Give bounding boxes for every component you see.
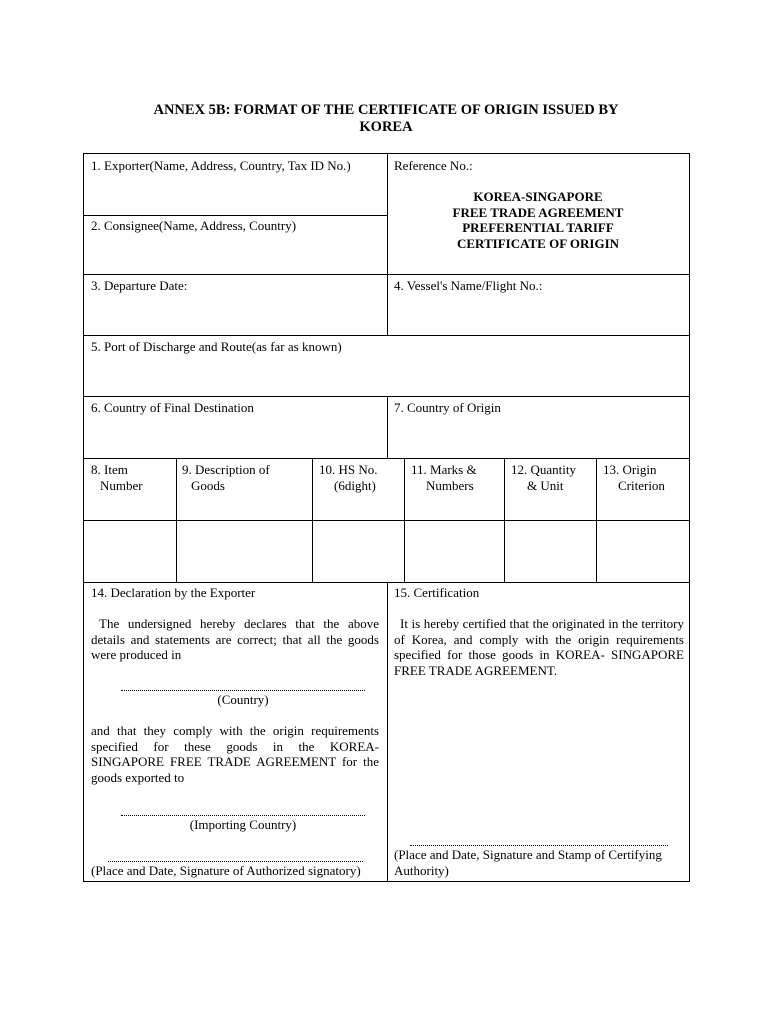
- col-marks-l2: Numbers: [426, 477, 474, 493]
- divider-col-qty: [596, 458, 597, 582]
- col-item-header: [91, 462, 143, 493]
- col-desc-l1: 9. Description of: [182, 462, 270, 477]
- importing-country-label: (Importing Country): [189, 817, 297, 832]
- divider-exporter-consignee: [84, 215, 387, 216]
- heading-line-3: PREFERENTIAL TARIFF: [462, 220, 614, 235]
- certification-title: 15. Certification: [394, 585, 480, 600]
- divider-col-item: [176, 458, 177, 582]
- col-origin-l1: 13. Origin: [603, 462, 657, 477]
- divider-row-2: [84, 335, 689, 336]
- divider-col-main-c: [387, 582, 388, 881]
- col-desc-header: [182, 462, 270, 493]
- col-marks-l1: 11. Marks &: [411, 462, 477, 477]
- exporter-signature-label: (Place and Date, Signature of Authorized signatory): [91, 863, 361, 878]
- page-title: [84, 102, 688, 136]
- declaration-title: 14. Declaration by the Exporter: [91, 585, 256, 600]
- col-qty-l2: & Unit: [527, 477, 564, 493]
- divider-col-main-b: [387, 396, 388, 458]
- title-line-2: KOREA: [359, 119, 413, 135]
- divider-row-5: [84, 520, 689, 521]
- authority-signature-label: (Place and Date, Signature and Stamp of Certifying Authority): [394, 847, 662, 878]
- country-label: (Country): [217, 692, 269, 707]
- declaration-para-2: and that they comply with the origin requirements specified for these goods in the KOREA- SINGAPORE FREE TRADE AGREEMENT for the goods exported to: [91, 723, 379, 785]
- col-origin-header: [603, 462, 665, 493]
- col-hs-header: [319, 462, 378, 493]
- reference-label: Reference No.:: [394, 158, 473, 173]
- heading-line-4: CERTIFICATE OF ORIGIN: [456, 235, 620, 251]
- country-line: [121, 690, 365, 691]
- vessel-label: 4. Vessel's Name/Flight No.:: [394, 278, 543, 293]
- consignee-label: 2. Consignee(Name, Address, Country): [91, 218, 297, 233]
- col-hs-l2: (6dight): [334, 477, 376, 493]
- title-line-1: ANNEX 5B: FORMAT OF THE CERTIFICATE OF ORIGIN ISSUED BY: [153, 102, 619, 118]
- heading-line-1: KOREA-SINGAPORE: [473, 189, 603, 204]
- final-destination-label: 6. Country of Final Destination: [91, 400, 254, 415]
- col-item-l1: 8. Item: [91, 462, 128, 477]
- departure-date-label: 3. Departure Date:: [91, 278, 188, 293]
- divider-col-hs: [404, 458, 405, 582]
- col-qty-header: [511, 462, 576, 493]
- port-label: 5. Port of Discharge and Route(as far as known): [91, 339, 342, 354]
- col-item-l2: Number: [100, 477, 143, 493]
- col-desc-l2: Goods: [191, 477, 225, 493]
- heading-line-2: FREE TRADE AGREEMENT: [452, 204, 624, 220]
- declaration-para-1: The undersigned hereby declares that the above details and statements are correct; that all the goods were produced in: [91, 616, 379, 662]
- col-marks-header: [411, 462, 477, 493]
- exporter-label: 1. Exporter(Name, Address, Country, Tax ID No.): [91, 158, 351, 173]
- col-origin-l2: Criterion: [618, 477, 665, 493]
- divider-col-marks: [504, 458, 505, 582]
- exporter-signature-line: [108, 861, 363, 862]
- importing-country-line: [121, 815, 365, 816]
- certification-para: It is hereby certified that the originated in the territory of Korea, and comply with the origin requirements specified for those goods in KOREA- SINGAPORE FREE TRADE AGREEMENT.: [394, 616, 684, 678]
- col-hs-l1: 10. HS No.: [319, 462, 378, 477]
- certificate-heading: [388, 189, 688, 251]
- country-origin-label: 7. Country of Origin: [394, 400, 501, 415]
- col-qty-l1: 12. Quantity: [511, 462, 576, 477]
- authority-signature-line: [410, 845, 668, 846]
- divider-col-desc: [312, 458, 313, 582]
- divider-row-4: [84, 458, 689, 459]
